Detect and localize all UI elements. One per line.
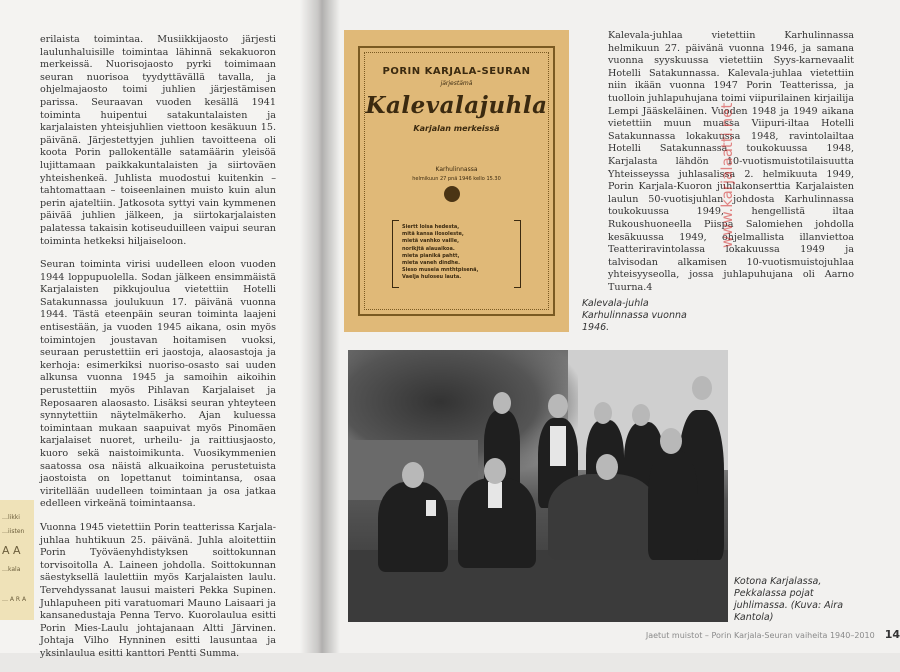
poem-line: Sieso museia mnthtpisenä, [402,267,479,274]
book-gutter [300,0,340,653]
poster-sub: järjestämä [440,80,473,87]
page-footer [646,628,900,641]
photo-head [596,454,618,480]
kalevala-poster [344,30,569,332]
poem-line: mietä vanhko vaille, [402,238,460,245]
photo-paper [426,500,436,516]
photo-person [548,474,658,560]
tab-text-1: …likki [2,514,20,521]
photo-shirt [550,426,566,466]
poster-title: Kalevalajuhla [365,92,548,119]
poem-bracket-right [514,220,521,288]
watermark: www.karjalaatti.net [718,102,736,248]
photo-head [484,458,506,484]
poem-line: mieta vaneh dindhe. [402,260,460,267]
poster-time: helmikuun 27 pnä 1946 kello 15.30 [412,176,501,182]
left-paragraph-3: Vuonna 1945 vietettiin Porin teatterissa Karjala-juhlaa huhtikuun 25. päivänä. Juhla aloitettiin Porin Työväenyhdistyksen soittokunnan torvisoitolla A. Laineen johdolla. Soittokunnan säestyksellä laulettiin myös Karjalaisten laulu. Tervehdyssanat lausui maisteri Pekka Supinen. Juhlapuheen piti varatuomari Mauno Laisaari ja kansanedustaja Penna Tervo. Kuorolaulua esitti Porin Mies-Laulu johtajanaan Altti Järvinen. Johtaja Vilho Hynninen esitti lausuntaa ja yksinlaulua esitti kanttori Pentti Summa. [40,521,276,659]
photo-head [632,404,650,426]
photo-shirt [488,482,502,508]
poster-poem [402,224,512,282]
poem-line: Siertt loisa hedesta, [402,224,460,230]
poster-subtitle: Karjalan merkeissä [413,124,500,133]
left-paragraph-2: Seuran toiminta virisi uudelleen eloon vuoden 1944 loppupuolella. Sodan jälkeen ensimmäistä Karjalaisten pikkujoulua vietettiin Hotelli Satakunnassa joulukuun 17. päivänä vuonna 1944. Tästä eteenpäin seuran toiminta laajeni entisestään, ja vuoden 1945 aikana, osin myös toimintojen joustavan hoitamisen vuoksi, seuraan perustettiin eri jaostoja, alaosastoja ja kerhoja: esimerkiksi nuoriso-osasto sai uuden alkunsa vuonna 1945 ja samoihin aikoihin perustettiin myös Pihlavan Karjalaiset ja Reposaaren alaosasto. Lisäksi seuran yhteyteen synnytettiin näytelmäkerho. Ajan kuluessa toimintaan mukaan saapuivat myös Pinomäen karjalaiset nuoret, urheilu- ja raittiusjaosto, kuoro sekä naistoimikunta. Vuosikymmenien saatossa osa näistä alkuaikoina perustetuista jaostoista on lopettanut toimintansa, osaa viritellään uudelleen toimintaan ja osa jatkaa edelleen virkeänä toimintaansa. [40,259,276,510]
tab-text-5: … A R A [2,596,27,603]
photo-caption: Kotona Karjalassa, Pekkalassa pojat juhlimassa. (Kuva: Aira Kantola) [734,576,844,623]
photo-person [378,482,448,572]
right-paragraph: Kalevala-juhlaa vietettiin Karhulinnassa helmikuun 27. päivänä vuonna 1946, ja samana vuonna syyskuussa vietettiin Syys-karnevaalit Hotelli Satakunnassa. Kalevala-juhlaa vietettiin niin ikään vuonna 1947 Porin Teatterissa, ja tuolloin juhlapuhujana toimi viipurilainen kirjailija Lempi Jääskeläinen. Vuoden 1948 ja 1949 aikana vietettiin muun muassa Viipuri-iltaa Hotelli Satakunnassa lokakuussa 1948, ravintolailtaa Hotelli Satakunnassa toukokuussa 1948, Karjalasta lähdön 10-vuotismuistotilaisuutta Yhteisseyssa juhlasalissa 2. helmikuuta 1949, Porin Karjala-Kuoron juhlakonserttia Karjalaisten laulun 50-vuotisjuhlan johdosta Karhulinnassa toukokuussa 1949, hengellistä iltaa Rukoushuoneella Piispa Salomiehen johdolla kesäkuussa 1949, ohjelmallista illanviettoa Teatteriravintolassa lokakuussa 1949 ja talvisodan alkamisen 10-vuotismuistojuhlaa yhteisyyseolla, jossa juhlapuhujana oli Aarno Tuurna.4 [608,30,854,293]
photo-head [660,428,682,454]
poem-line: Vaelja huloseu lauta. [402,274,462,281]
page-number: 14 [884,628,900,641]
emblem-icon [444,186,460,202]
left-page [0,0,330,659]
poster-place: Karhulinnassa [435,166,478,173]
photo-head [493,392,511,414]
tab-text-4: …kala [2,566,21,573]
poster-org: PORIN KARJALA-SEURAN [382,66,531,77]
poem-bracket-left [392,220,399,288]
poem-line: norikjtä alauaikoa. [402,245,455,252]
photo-head [692,376,712,400]
chapter-tab [0,500,34,620]
poem-line: mieta pianikä pahtt, [402,252,460,259]
photo-person [648,450,698,560]
left-column [40,34,276,672]
footer-text: Jaetut muistot – Porin Karjala-Seuran vaiheita 1940–2010 [645,631,875,640]
tab-text-3: A A [2,544,21,557]
right-page [330,0,900,653]
left-paragraph-1: erilaista toimintaa. Musiikkijaosto järjesti laulunhaluisille toimintaa lähinnä sekakuoron merkeissä. Nuorisojaosto pyrki toimimaan seuran nuorisoa tyydyttävällä tavalla, ja ohjelmajaosto toimi juhlien järjestämisen parissa. Seuraavan vuoden kesällä 1941 toiminta huipentui satakuntalaisten ja karjalaisten yhteisjuhlien viettoon kesäkuun 15. päivänä. Järjestettyjen juhlien tavoitteena oli koota Porin pallokentälle satamäärin yleisöä lujittamaan paikkakuntalaisten ja siirtoväen yhteishenkeä. Juhlista muodostui kuitenkin – tahtomattaan – toiseenlainen muisto kuin alun perin ajateltiin. Jatkosota syttyi vain kymmenen päivää juhlien jälkeen, ja siirtokarjalaisten palatessa takaisin kotiseuduilleen vaipui seuran toiminta hetkeksi hiljaiseloon. [40,34,276,247]
tab-text-2: …iisten [2,528,25,535]
group-photo [348,350,728,622]
photo-head [548,394,568,418]
photo-head [402,462,424,488]
photo-head [594,402,612,424]
poster-caption: Kalevala-juhla Karhulinnassa vuonna 1946. [582,298,687,333]
poster-border [358,46,555,316]
poem-line: mitä kansa ilosoleste, [402,231,464,238]
